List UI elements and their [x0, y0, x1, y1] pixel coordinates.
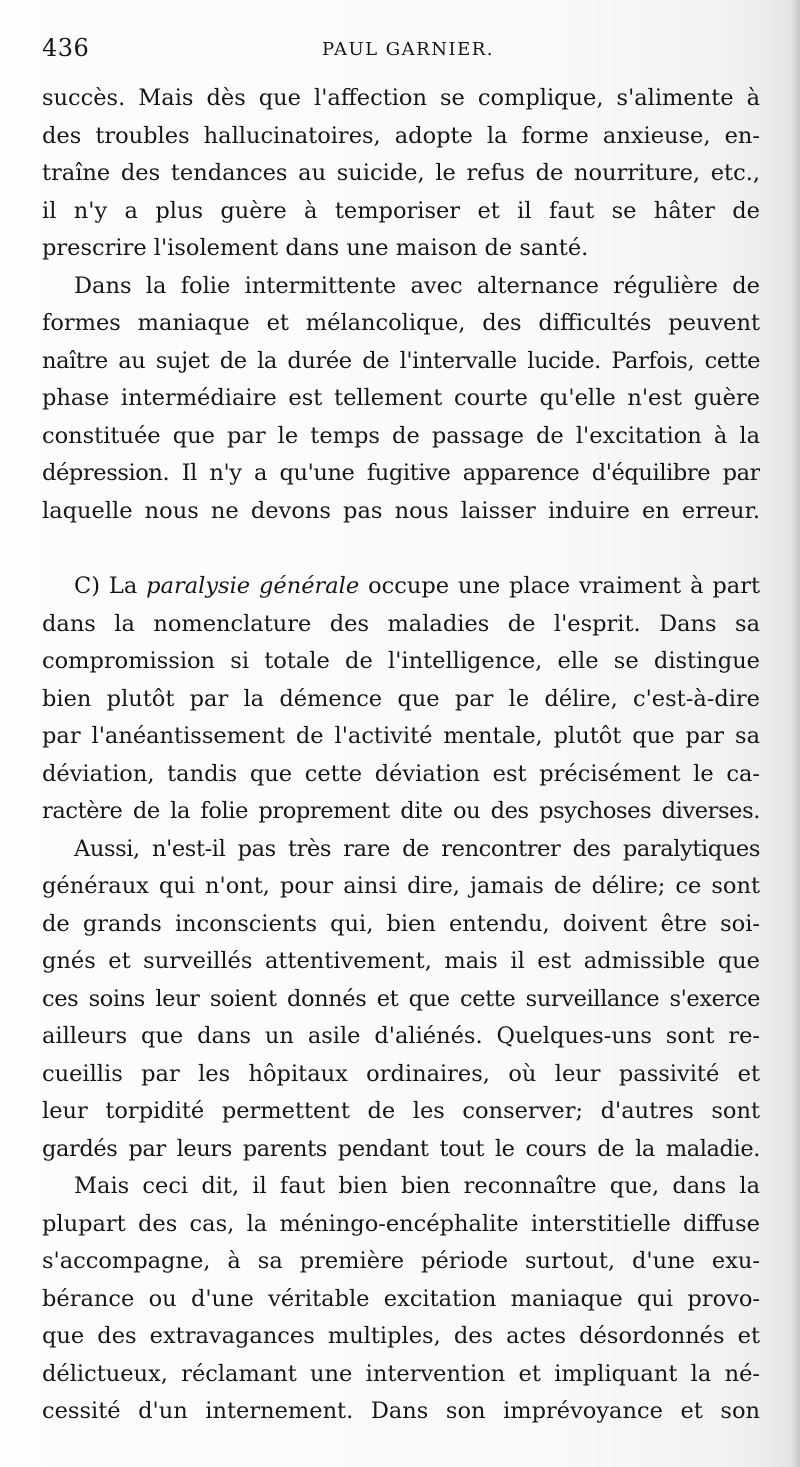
text-line: prescrire l'isolement dans une maison de santé.: [42, 235, 589, 261]
section-gap: [42, 530, 760, 568]
text-line: compromission si totale de l'intelligence, elle se distingue: [42, 648, 760, 674]
text-line: ces soins leur soient donnés et que cette surveillance s'exerce: [42, 985, 760, 1012]
text-line: s'accompagne, à sa première période surtout, d'une exu-: [42, 1248, 760, 1274]
text-line: bérance ou d'une véritable excitation maniaque qui provo-: [42, 1285, 760, 1312]
text-line: délictueux, réclamant une intervention et impliquant la né-: [42, 1360, 760, 1387]
text-line: que des extravagances multiples, des actes désordonnés et: [42, 1323, 760, 1349]
text-line: il n'y a plus guère à temporiser et il faut se hâter de: [42, 197, 760, 224]
text-line: des troubles hallucinatoires, adopte la forme anxieuse, en-: [42, 122, 760, 149]
section-lead: C) La: [74, 573, 147, 599]
text-line: laquelle nous ne devons pas nous laisser induire en erreur.: [42, 497, 760, 524]
text-line: gnés et surveillés attentivement, mais il est admissible que: [42, 948, 760, 974]
text-line: leur torpidité permettent de les conserver; d'autres sont: [42, 1098, 760, 1124]
text-line: constituée que par le temps de passage de l'excitation à la: [42, 422, 760, 449]
text-line: gardés par leurs parents pendant tout le cours de la maladie.: [42, 1135, 760, 1162]
section-lead-rest: occupe une place vraiment à part: [359, 573, 760, 599]
text-line: cessité d'un internement. Dans son imprévoyance et son: [42, 1398, 760, 1424]
text-line: naître au sujet de la durée de l'intervalle lucide. Parfois, cette: [42, 347, 760, 374]
text-line: traîne des tendances au suicide, le refus de nourriture, etc.,: [42, 160, 760, 186]
page-number: 436: [42, 34, 90, 62]
text-line: Dans la folie intermittente avec alternance régulière de: [74, 272, 760, 299]
text-line: bien plutôt par la démence que par le délire, c'est-à-dire: [42, 685, 760, 712]
text-line: généraux qui n'ont, pour ainsi dire, jamais de délire; ce sont: [42, 873, 760, 899]
text-line: dépression. Il n'y a qu'une fugitive apparence d'équilibre par: [42, 460, 760, 486]
text-line: cueillis par les hôpitaux ordinaires, où leur passivité et: [42, 1060, 760, 1087]
text-line: [42, 568, 760, 606]
text-line: Aussi, n'est-il pas très rare de rencontrer des paralytiques: [74, 835, 760, 862]
text-line: Mais ceci dit, il faut bien bien reconnaître que, dans la: [74, 1173, 760, 1199]
page-header: [42, 34, 762, 64]
text-line: de grands inconscients qui, bien entendu, doivent être soi-: [42, 910, 760, 937]
page-edge-shadow: [790, 0, 800, 1467]
text-line: dans la nomenclature des maladies de l'esprit. Dans sa: [42, 610, 760, 637]
text-line: par l'anéantissement de l'activité mentale, plutôt que par sa: [42, 723, 760, 749]
running-head: PAUL GARNIER.: [322, 39, 495, 60]
text-line: déviation, tandis que cette déviation est précisément le ca-: [42, 760, 760, 787]
italic-term: paralysie générale: [146, 573, 360, 599]
text-line: ailleurs que dans un asile d'aliénés. Quelques-uns sont re-: [42, 1023, 760, 1049]
text-line: formes maniaque et mélancolique, des difficultés peuvent: [42, 310, 760, 336]
body-text: [42, 80, 760, 1431]
text-line: plupart des cas, la méningo-encéphalite interstitielle diffuse: [42, 1210, 760, 1237]
text-line: succès. Mais dès que l'affection se complique, s'alimente à: [42, 85, 760, 111]
text-line: phase intermédiaire est tellement courte qu'elle n'est guère: [42, 385, 760, 411]
text-line: ractère de la folie proprement dite ou des psychoses diverses.: [42, 798, 760, 824]
